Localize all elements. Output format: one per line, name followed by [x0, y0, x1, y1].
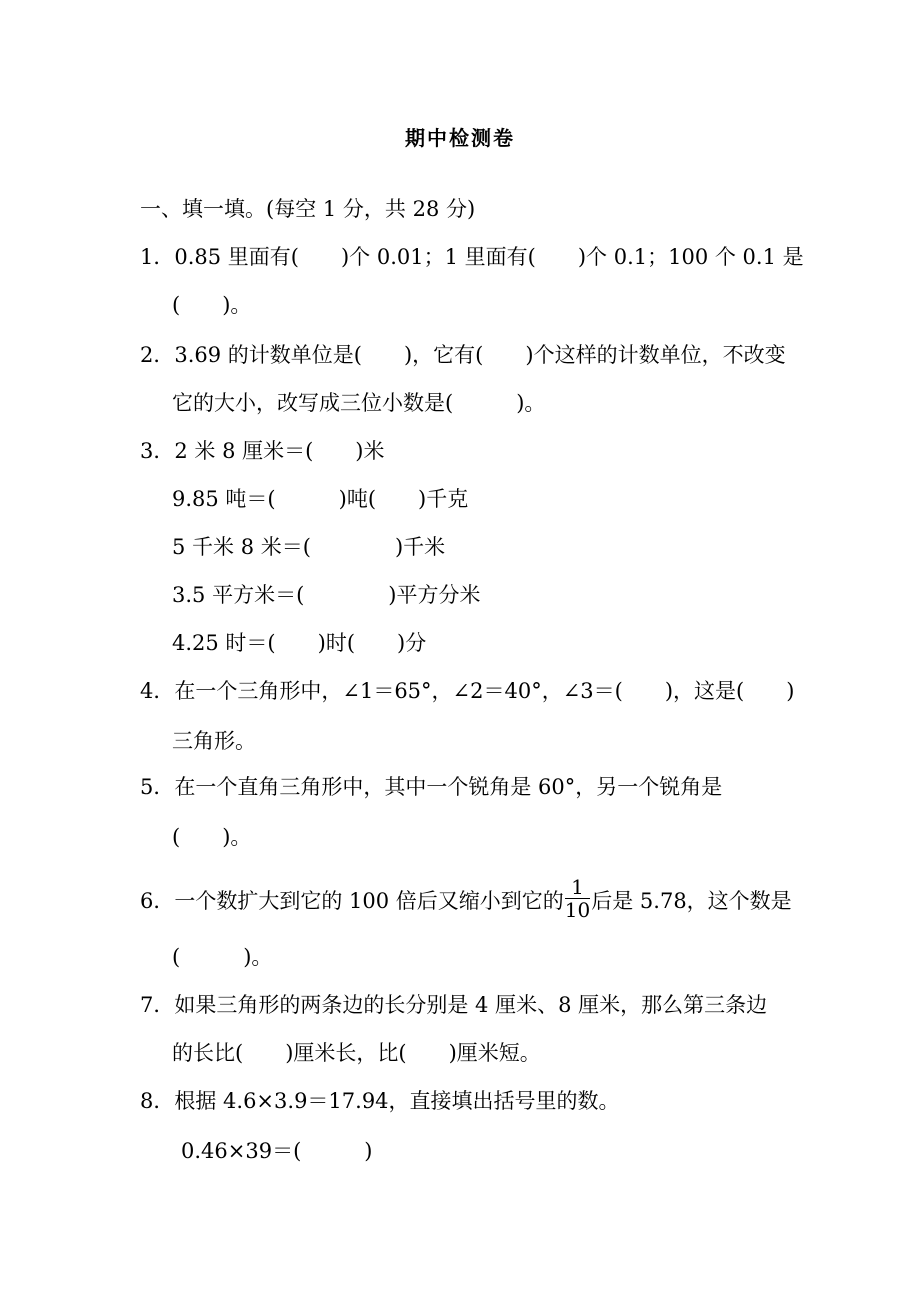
page-title: 期中检测卷	[405, 126, 515, 150]
fraction-denominator: 10	[564, 898, 591, 922]
question-3-line-3: 5 千米 8 米＝( )千米	[172, 535, 446, 559]
question-3-line-2: 9.85 吨＝( )吨( )千克	[172, 487, 469, 511]
question-6-line-1	[140, 875, 792, 925]
question-3-line-1: 3．2 米 8 厘米＝( )米	[140, 439, 385, 463]
question-1-line-2: ( )。	[172, 293, 252, 317]
section-heading: 一、填一填。(每空 1 分，共 28 分)	[140, 197, 476, 221]
question-7-line-1: 7．如果三角形的两条边的长分别是 4 厘米、8 厘米，那么第三条边	[140, 993, 768, 1017]
question-4-line-2: 三角形。	[172, 729, 256, 753]
question-6-text-before: 6．一个数扩大到它的 100 倍后又缩小到它的	[140, 889, 564, 913]
question-8-line-1: 8．根据 4.6×3.9＝17.94，直接填出括号里的数。	[140, 1089, 620, 1113]
question-2-line-2: 它的大小，改写成三位小数是( )。	[172, 391, 546, 415]
question-6-text-after: 后是 5.78，这个数是	[591, 889, 792, 913]
question-1-line-1: 1．0.85 里面有( )个 0.01；1 里面有( )个 0.1；100 个 0.1 是	[140, 245, 804, 269]
question-6-line-2: ( )。	[172, 945, 273, 969]
question-5-line-2: ( )。	[172, 825, 252, 849]
question-2-line-1: 2．3.69 的计数单位是( )，它有( )个这样的计数单位，不改变	[140, 343, 786, 367]
fraction-one-tenth	[565, 876, 590, 921]
question-8-line-2: 0.46×39＝( )	[181, 1139, 373, 1163]
question-3-line-4: 3.5 平方米＝( )平方分米	[172, 583, 481, 607]
question-5-line-1: 5．在一个直角三角形中，其中一个锐角是 60°，另一个锐角是	[140, 775, 723, 799]
fraction-numerator: 1	[565, 876, 590, 899]
question-7-line-2: 的长比( )厘米长，比( )厘米短。	[172, 1041, 541, 1065]
question-4-line-1: 4．在一个三角形中，∠1＝65°，∠2＝40°，∠3＝( )，这是( )	[140, 679, 795, 703]
question-3-line-5: 4.25 时＝( )时( )分	[172, 631, 427, 655]
